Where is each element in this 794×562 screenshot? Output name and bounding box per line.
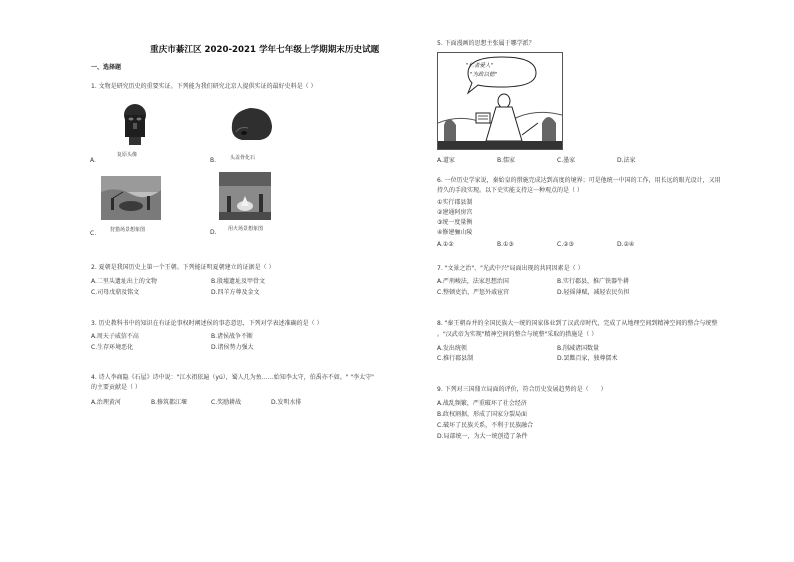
q4-option-d: D.发明水排 [271,399,302,406]
q2-option-a: A.二里头遗址出土的文物 [91,278,157,285]
q3-stem: 3. 历史教科书中的知识在有证论事权时阐述侯的事态意思，下列对学表述准确的是（ ） [91,320,323,327]
q7-stem: 7. "文景之治"、"光武中兴"局面出现的共同因素是（ ） [437,265,584,272]
hunting-scene-image [101,176,161,220]
q2-stem: 2. 夏朝是我国历史上第一个王朝。下列能证明夏朝建立的证据是（ ） [91,264,275,271]
skull-fossil-image [228,104,274,144]
q8-stem-line1: 8. "秦王朝吞并的全国民族大一统的国家体业到了汉武帝时代，完成了从地理空间到精神空间的整合与统整 [437,320,718,327]
q6-item-3: ③统一度量衡 [437,219,473,226]
q9-option-d: D.局部统一，为大一统创造了条件 [437,433,528,440]
q2-option-d: D.四羊方尊及金文 [211,289,260,296]
q8-option-c: C.推行郡县制 [437,355,474,362]
q2-option-b: B.殷墟遗址及甲骨文 [211,278,266,285]
q6-option-d: D.②④ [617,241,635,248]
q7-option-d: D.轻徭薄赋，减轻农民负担 [557,289,630,296]
q7-option-a: A.严刑峻法，法家思想治国 [437,278,509,285]
q7-option-c: C.整顿吏治，严惩外戚宦官 [437,289,510,296]
q6-option-c: C.②③ [557,241,574,248]
q8-option-b: B.削减诸国数量 [557,345,600,352]
q9-option-c: C.破坏了民族关系，不利于民族融合 [437,422,534,429]
q3-option-a: A.周天子威信不高 [91,333,139,340]
q9-stem: 9. 下列对三国鼎立局面的评价，符合历史发展趋势的是（ ） [437,386,607,393]
q1-c-letter: C. [90,230,97,237]
q1-d-caption: 用火场景想象图 [228,226,264,232]
q1-stem: 1. 文物是研究历史的重要实证。下列能为我们研究北京人提供实证的最好史料是（ ） [91,83,317,90]
q3-option-d: D.诸侯势力强大 [211,344,254,351]
q6-line-1: 6. 一位历史学家说，秦始皇的措施完成达到高度的境界；可是他统一中国的工作，用长远的眼光设计，又用 [437,177,721,184]
fire-scene-image [219,172,271,220]
cartoon-bubble-line-2: "为政以德" [470,72,498,78]
q1-a-letter: A. [90,157,96,164]
cartoon-bubble-line-1: "仁者爱人" [466,63,494,69]
q4-option-c: C.奖励耕战 [211,399,242,406]
q6-option-a: A.①② [437,241,454,248]
q8-option-d: D.罢黜百家，独尊儒术 [557,355,618,362]
q5-option-b: B.儒家 [497,157,516,164]
q1-b-caption: 头盖骨化石 [230,155,256,161]
q7-option-b: B.实行郡县，推广铁器牛耕 [557,278,630,285]
q1-c-caption: 狩猎场景想象图 [110,227,146,233]
bronze-head-image [117,101,153,147]
q6-item-4: ④修建骊山陵 [437,229,473,236]
q4-stem-line1: 4. 诗人李商隐《石屋》诗中说："江水祖依遍（yú），蜀人几为鱼……始知李太守，伯禹亦不如。" "李太守" [91,374,374,381]
q9-option-a: A.战乱频繁，严重破坏了社会经济 [437,400,527,407]
q4-option-b: B.修筑都江堰 [151,399,188,406]
q8-stem-line2: 。"汉武帝为实现"精神空间的整合与统整"采取的措施是（ ） [437,331,598,338]
q5-option-d: D.法家 [617,157,636,164]
q5-option-c: C.墨家 [557,157,576,164]
q6-item-2: ②建通阿房宫 [437,209,473,216]
q4-stem-line2: 的主要贡献是（ ） [91,384,141,391]
q6-line-2: 持久的手段实现。以下史实能支持这一种观点的是（ ） [437,187,583,194]
q5-stem: 5. 下面漫画的思想主张属于哪学派？ [437,40,535,47]
confucius-cartoon [437,52,563,150]
q5-option-a: A.道家 [437,157,455,164]
q4-option-a: A.治理黄河 [91,399,121,406]
q6-item-1: ①实行郡县制 [437,199,473,206]
q2-option-c: C.司母戊鼎及铭文 [91,289,140,296]
q1-b-letter: B. [210,157,217,164]
q1-d-letter: D. [210,229,217,236]
section-heading: 一、选择题 [91,64,122,71]
q3-option-c: C.生存环境恶化 [91,344,134,351]
q6-option-b: B.①③ [497,241,514,248]
q9-option-b: B.政权割据，形成了国家分裂局面 [437,411,528,418]
q8-option-a: A.发出统领 [437,345,467,352]
page-title: 重庆市綦江区 2020-2021 学年七年级上学期期末历史试题 [150,45,380,55]
q1-a-caption: 复原头像 [117,152,138,158]
q3-option-b: B.诸侯战争不断 [211,333,254,340]
